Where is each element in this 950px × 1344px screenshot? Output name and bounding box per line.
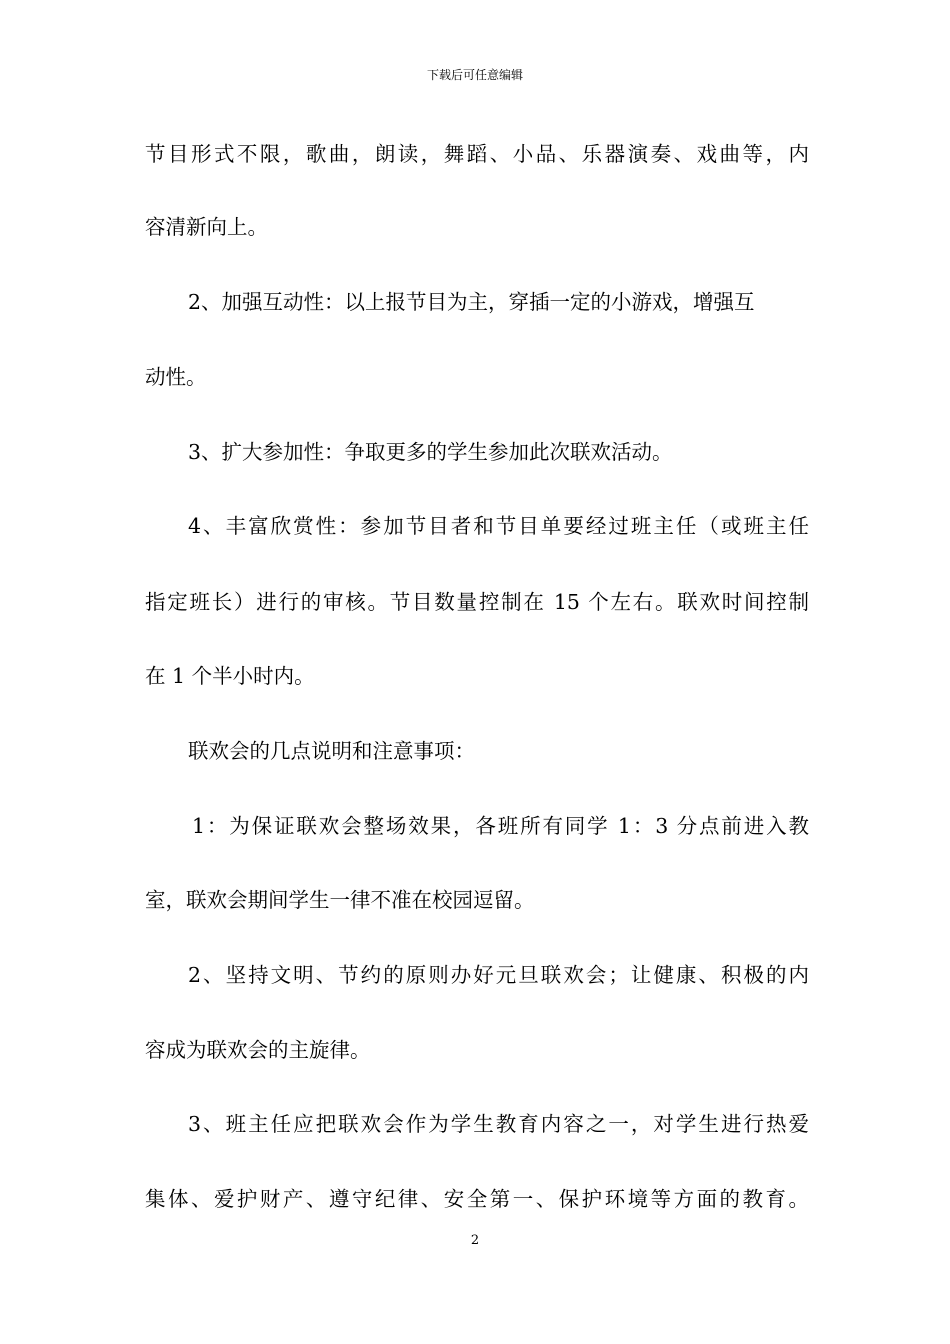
body-line: 4、丰富欣赏性：参加节目者和节目单要经过班主任（或班主任 [188,514,809,538]
body-line: 在 1 个半小时内。 [145,664,315,688]
body-line: 集体、爱护财产、遵守纪律、安全第一、保护环境等方面的教育。 [145,1187,809,1211]
body-line: 指定班长）进行的审核。节目数量控制在 15 个左右。联欢时间控制 [145,590,809,614]
body-line: 容清新向上。 [145,215,268,239]
body-line: 联欢会的几点说明和注意事项： [188,739,475,763]
body-line: 节目形式不限，歌曲，朗读，舞蹈、小品、乐器演奏、戏曲等，内 [145,142,809,166]
body-line: 室，联欢会期间学生一律不准在校园逗留。 [145,888,535,912]
body-line: 1：为保证联欢会整场效果，各班所有同学 1：3 分点前进入教 [192,814,809,838]
body-line: 3、班主任应把联欢会作为学生教育内容之一，对学生进行热爱 [188,1112,809,1136]
page-header-note: 下载后可任意编辑 [426,68,523,82]
body-line: 2、坚持文明、节约的原则办好元旦联欢会；让健康、积极的内 [188,963,809,987]
body-line: 2、加强互动性：以上报节目为主，穿插一定的小游戏，增强互 [188,290,755,314]
body-line: 容成为联欢会的主旋律。 [145,1038,371,1062]
page-number: 2 [470,1233,480,1248]
body-line: 3、扩大参加性：争取更多的学生参加此次联欢活动。 [188,440,673,464]
body-line: 动性。 [145,365,207,389]
